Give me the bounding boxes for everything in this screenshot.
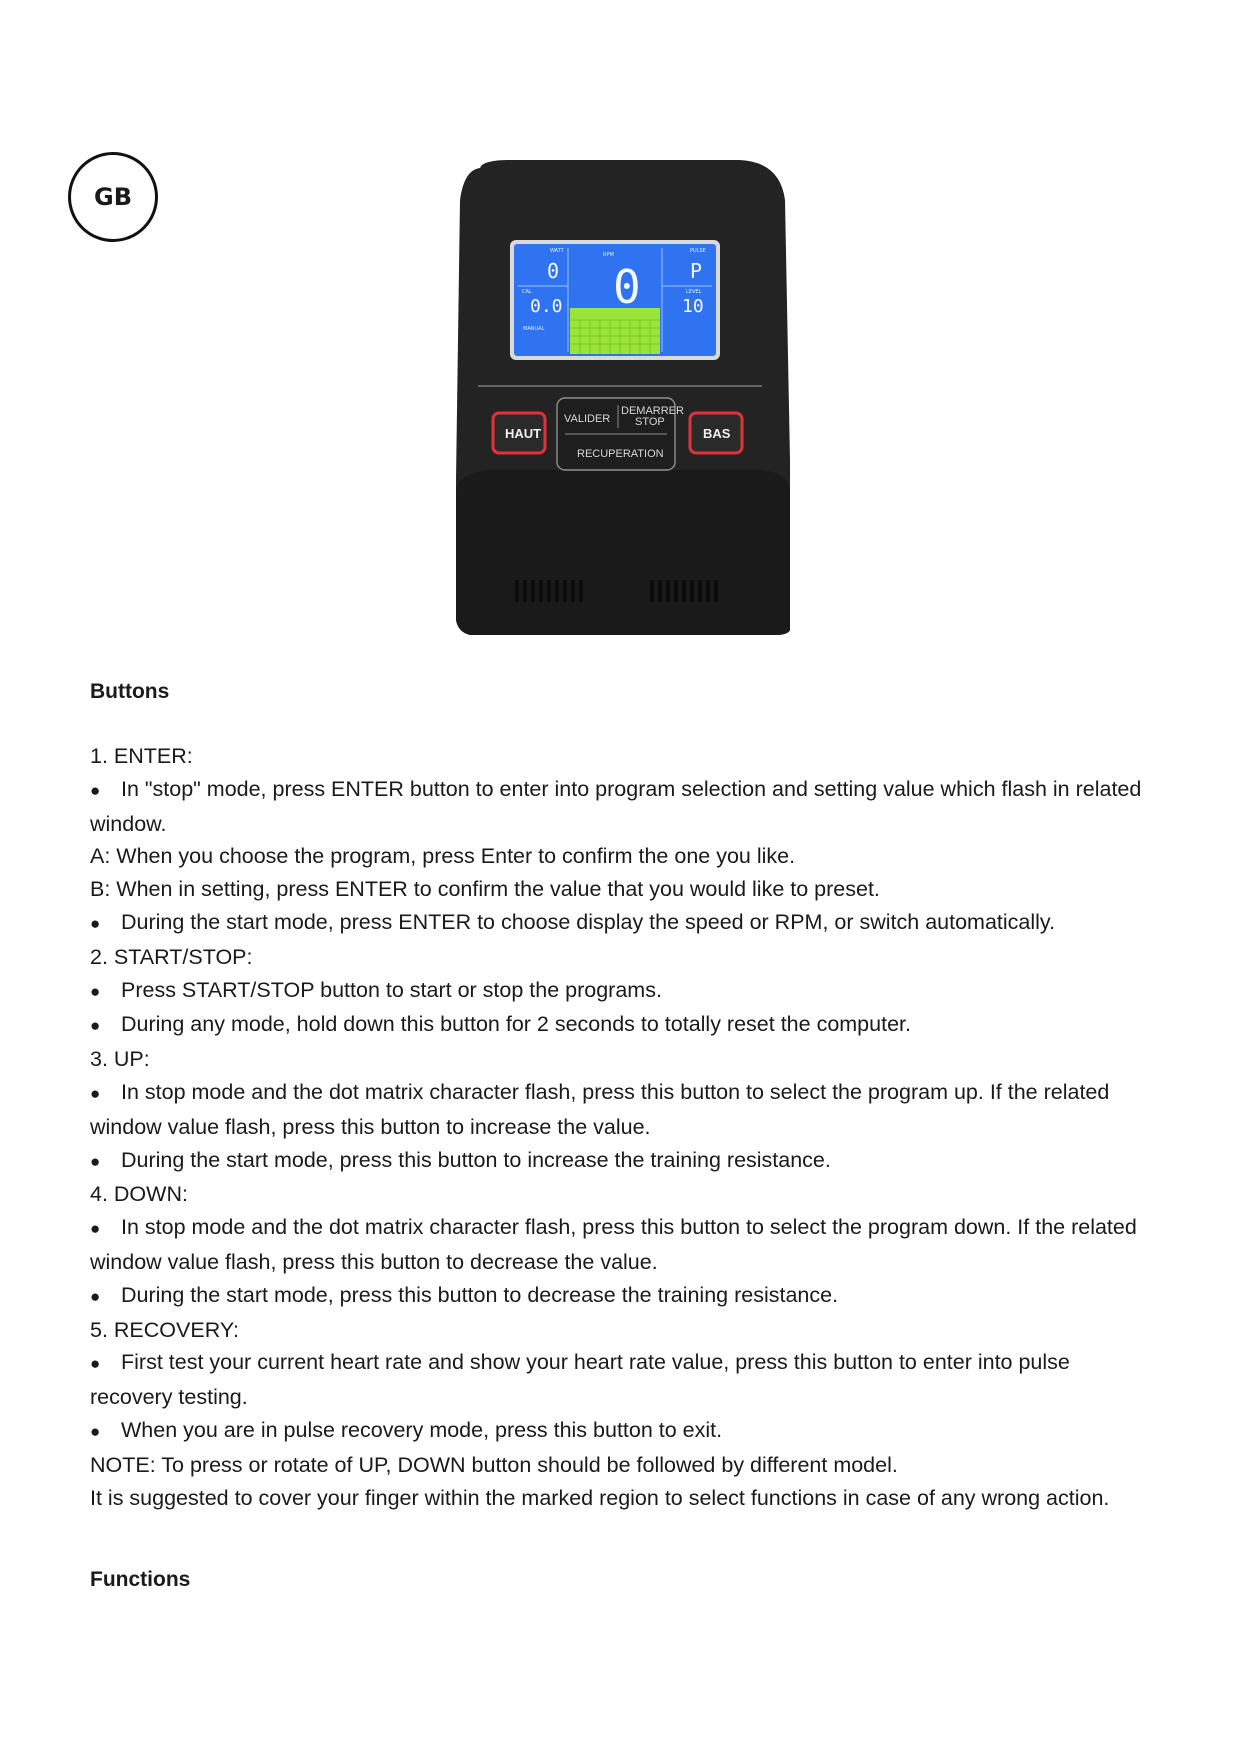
instruction-bullet: ● During any mode, hold down this button for 2 seconds to totally reset the computer. <box>90 1008 1150 1043</box>
instruction-line: 4. DOWN: <box>90 1182 188 1207</box>
recovery-button-label[interactable]: RECUPERATION <box>577 448 664 460</box>
enter-button-label[interactable]: VALIDER <box>564 413 611 425</box>
instruction-bullet: ● In stop mode and the dot matrix character flash, press this button to select the program down. If the related window value flash, press this button to decrease the value. <box>90 1211 1150 1279</box>
vent-right <box>650 580 718 602</box>
console-illustration <box>450 160 800 635</box>
lcd-rpm-label: RPM <box>603 252 614 258</box>
instruction-bullet: ● When you are in pulse recovery mode, press this button to exit. <box>90 1414 1150 1449</box>
lcd-level-label: LEVEL <box>686 289 702 295</box>
instruction-line: 5. RECOVERY: <box>90 1317 239 1342</box>
lcd-bar-area <box>570 308 660 354</box>
buttons-instructions <box>90 740 1150 1514</box>
lcd-pulse-value: P <box>690 259 703 283</box>
vent-left <box>515 580 583 602</box>
lcd-pulse-label: PULSE <box>690 248 706 254</box>
instruction-line: NOTE: To press or rotate of UP, DOWN button should be followed by different model. <box>90 1452 898 1477</box>
console-bottom-housing <box>456 470 790 635</box>
instruction-line: B: When in setting, press ENTER to confirm the value that you would like to preset. <box>90 877 880 902</box>
instruction-bullet: ● In "stop" mode, press ENTER button to enter into program selection and setting value which flash in related window. <box>90 773 1150 841</box>
instruction-bullet: ● During the start mode, press this button to decrease the training resistance. <box>90 1279 1150 1314</box>
manual-body <box>90 676 1150 1591</box>
instruction-bullet: ● First test your current heart rate and show your heart rate value, press this button to enter into pulse recovery testing. <box>90 1346 1150 1414</box>
lcd-watt-value: 0 <box>547 259 560 283</box>
instruction-bullet: ● During the start mode, press ENTER to choose display the speed or RPM, or switch automatically. <box>90 906 1150 941</box>
functions-heading: Functions <box>90 1568 191 1591</box>
instruction-line: A: When you choose the program, press Enter to confirm the one you like. <box>90 844 796 869</box>
down-button-label: BAS <box>703 426 731 441</box>
instruction-bullet: ● During the start mode, press this button to increase the training resistance. <box>90 1144 1150 1179</box>
instruction-line: 1. ENTER: <box>90 744 193 768</box>
instruction-bullet: ● Press START/STOP button to start or stop the programs. <box>90 974 1150 1009</box>
lcd-program-label: MANUAL <box>523 326 545 332</box>
lcd-cal-label: CAL <box>522 289 532 295</box>
start-stop-button-label-2[interactable]: STOP <box>635 416 665 428</box>
up-button-label: HAUT <box>505 426 542 441</box>
instruction-bullet: ● In stop mode and the dot matrix character flash, press this button to select the program up. If the related window value flash, press this button to increase the value. <box>90 1076 1150 1144</box>
lcd-rpm-value: 0 <box>613 260 641 314</box>
instruction-line: It is suggested to cover your finger within the marked region to select functions in case of any wrong action. <box>90 1485 1110 1510</box>
start-stop-button-label-1[interactable]: DEMARRER <box>621 405 684 417</box>
lcd-level-value: 10 <box>682 296 704 317</box>
buttons-heading: Buttons <box>90 680 170 703</box>
language-badge <box>68 152 158 242</box>
language-badge-label: GB <box>94 183 132 211</box>
console-photo <box>450 160 800 635</box>
instruction-line: 2. START/STOP: <box>90 944 253 969</box>
lcd-cal-value: 0.0 <box>530 296 563 317</box>
instruction-line: 3. UP: <box>90 1047 150 1072</box>
lcd-watt-label: WATT <box>550 248 564 254</box>
